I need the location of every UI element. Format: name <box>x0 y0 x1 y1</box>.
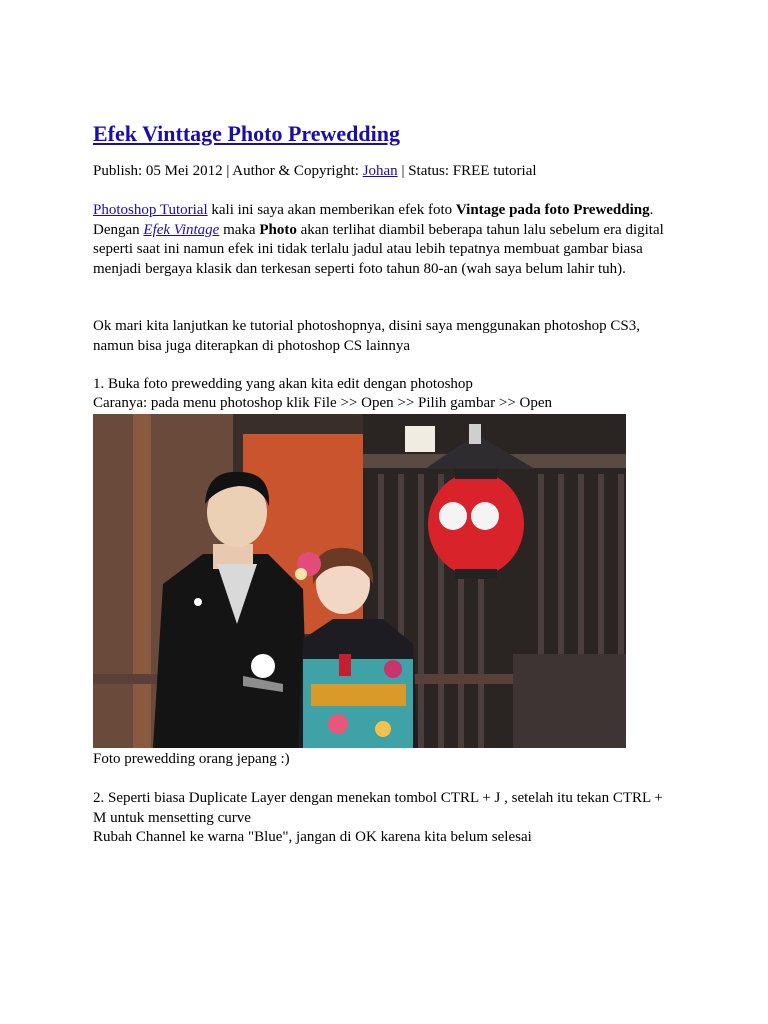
prewedding-photo-illustration <box>93 414 626 748</box>
step-1-instructions: Caranya: pada menu photoshop klik File >> Open >> Pilih gambar >> Open <box>93 395 553 411</box>
intro-paragraph <box>93 201 683 279</box>
prewedding-photo <box>93 414 626 748</box>
article-title[interactable]: Efek Vinttage Photo Prewedding <box>93 121 400 146</box>
photo-caption: Foto prewedding orang jepang :) <box>93 751 290 767</box>
status-suffix: | Status: FREE tutorial <box>397 163 537 179</box>
step-2-title: 2. Seperti biasa Duplicate Layer dengan menekan tombol CTRL + J , setelah itu tekan CTRL + M untuk mensetting curve <box>93 790 663 826</box>
publish-prefix: Publish: 05 Mei 2012 | Author & Copyright: <box>93 163 363 179</box>
step-2-instructions: Rubah Channel ke warna "Blue", jangan di OK karena kita belum selesai <box>93 829 532 845</box>
intro-bold-photo: Photo <box>259 221 297 238</box>
photoshop-tutorial-link[interactable]: Photoshop Tutorial <box>93 202 208 218</box>
intro-text-4: akan terlihat diambil beberapa tahun lalu sebelum era digital seperti saat ini namun efek ini tidak terlalu jadul atau lebih tepatnya membuat gambar biasa menjadi bergaya klasik dan terkesan seperti foto tahun 80-an (wah saya belum lahir tuh). <box>93 221 664 277</box>
publish-meta <box>93 162 537 182</box>
intro-text-3: maka <box>219 221 260 238</box>
author-link[interactable]: Johan <box>362 163 398 179</box>
intro-text-2: . Dengan <box>93 202 654 238</box>
intro-text-1: kali ini saya akan memberikan efek foto <box>207 202 456 218</box>
intro-paragraph-2: Ok mari kita lanjutkan ke tutorial photoshopnya, disini saya menggunakan photoshop CS3, namun bisa juga diterapkan di photoshop CS lainnya <box>93 318 641 354</box>
intro-bold-vintage: Vintage pada foto Prewedding <box>455 202 650 218</box>
efek-vintage-link[interactable]: Efek Vintage <box>143 221 220 238</box>
step-1-title: 1. Buka foto prewedding yang akan kita edit dengan photoshop <box>93 376 473 392</box>
